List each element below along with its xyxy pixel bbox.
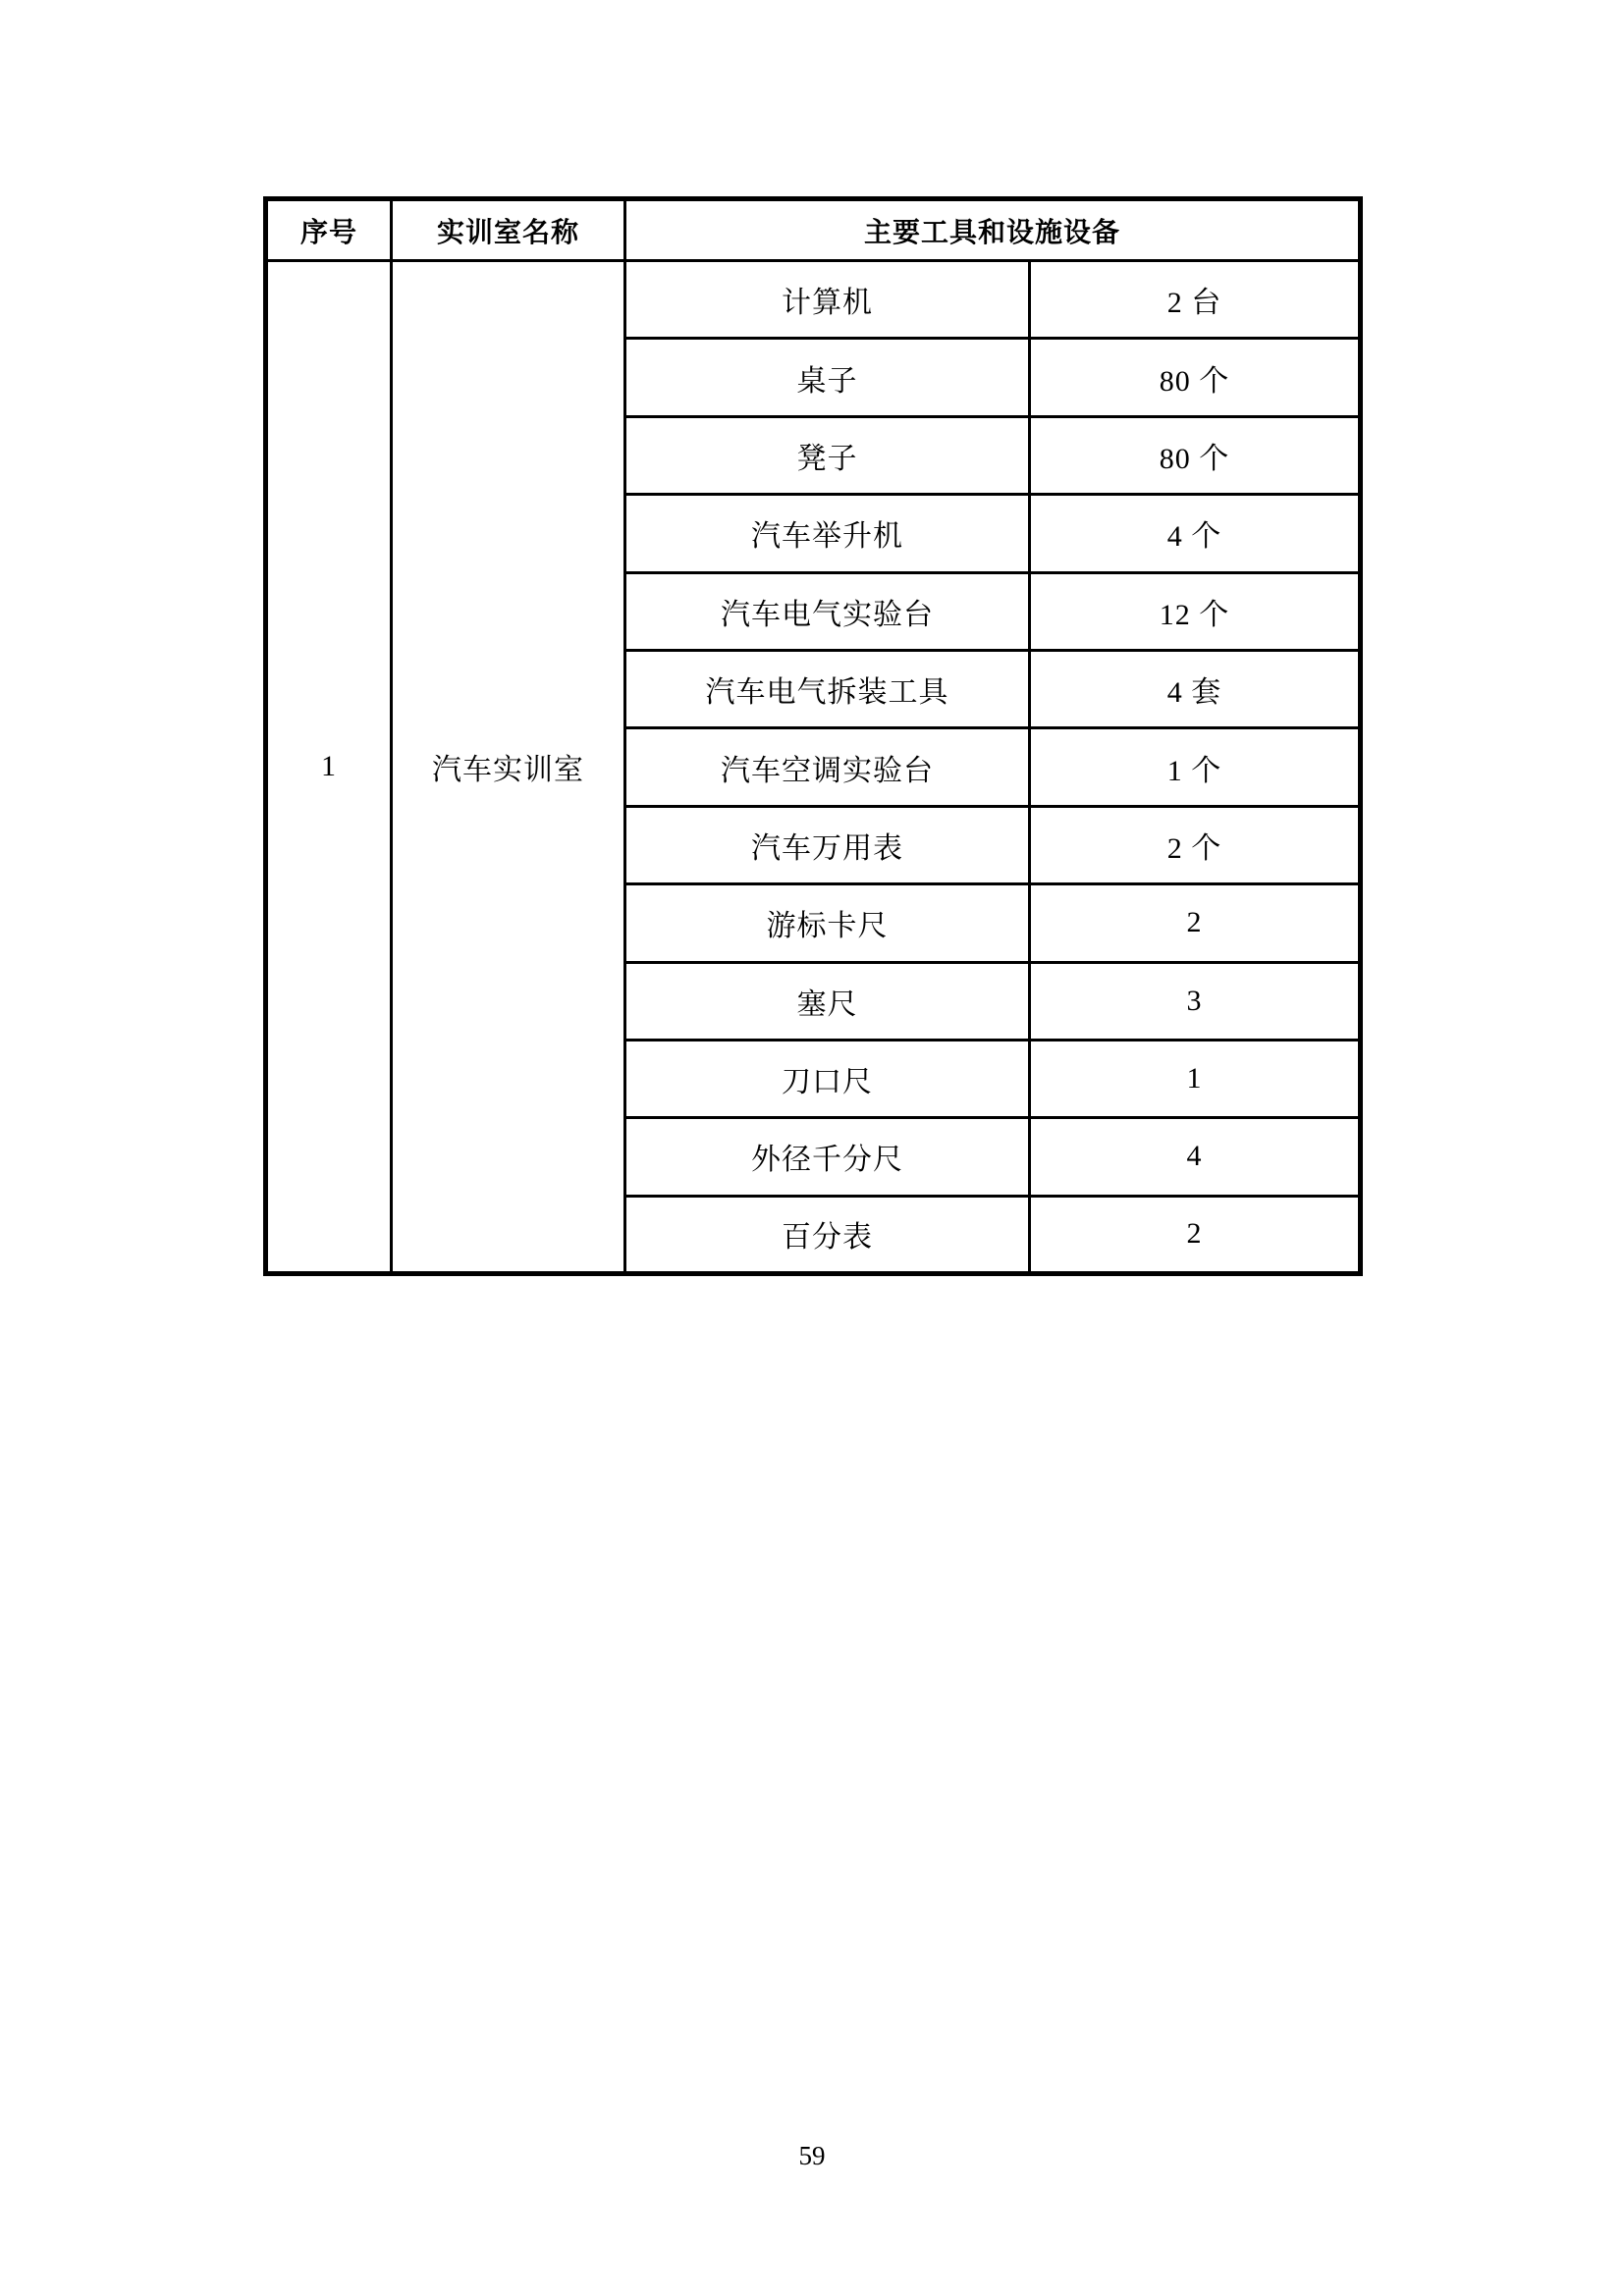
equipment-name-cell: 汽车电气实验台 bbox=[625, 572, 1030, 650]
equipment-name-cell: 凳子 bbox=[625, 416, 1030, 494]
equipment-quantity-cell: 4 个 bbox=[1030, 495, 1361, 572]
equipment-name-cell: 外径千分尺 bbox=[625, 1118, 1030, 1196]
equipment-quantity-cell: 12 个 bbox=[1030, 572, 1361, 650]
equipment-quantity-cell: 80 个 bbox=[1030, 416, 1361, 494]
table-header-row bbox=[266, 199, 1361, 261]
equipment-quantity-cell: 1 bbox=[1030, 1040, 1361, 1117]
equipment-quantity-cell: 80 个 bbox=[1030, 339, 1361, 416]
column-header-room-name: 实训室名称 bbox=[392, 199, 625, 261]
equipment-name-cell: 百分表 bbox=[625, 1196, 1030, 1273]
equipment-quantity-cell: 4 套 bbox=[1030, 650, 1361, 727]
equipment-quantity-cell: 2 台 bbox=[1030, 261, 1361, 339]
equipment-name-cell: 计算机 bbox=[625, 261, 1030, 339]
equipment-table bbox=[263, 196, 1363, 1276]
equipment-name-cell: 汽车万用表 bbox=[625, 806, 1030, 883]
equipment-tbody bbox=[266, 261, 1361, 1274]
equipment-name-cell: 汽车举升机 bbox=[625, 495, 1030, 572]
equipment-name-cell: 汽车空调实验台 bbox=[625, 728, 1030, 806]
equipment-name-cell: 汽车电气拆装工具 bbox=[625, 650, 1030, 727]
equipment-quantity-cell: 2 bbox=[1030, 884, 1361, 962]
equipment-quantity-cell: 1 个 bbox=[1030, 728, 1361, 806]
column-header-serial: 序号 bbox=[266, 199, 392, 261]
equipment-name-cell: 塞尺 bbox=[625, 962, 1030, 1040]
equipment-quantity-cell: 3 bbox=[1030, 962, 1361, 1040]
equipment-row bbox=[266, 261, 1361, 339]
equipment-name-cell: 游标卡尺 bbox=[625, 884, 1030, 962]
equipment-quantity-cell: 2 个 bbox=[1030, 806, 1361, 883]
serial-number-cell: 1 bbox=[266, 261, 392, 1274]
equipment-name-cell: 桌子 bbox=[625, 339, 1030, 416]
equipment-quantity-cell: 4 bbox=[1030, 1118, 1361, 1196]
page-number: 59 bbox=[798, 2141, 826, 2170]
equipment-quantity-cell: 2 bbox=[1030, 1196, 1361, 1273]
room-name-cell: 汽车实训室 bbox=[392, 261, 625, 1274]
equipment-name-cell: 刀口尺 bbox=[625, 1040, 1030, 1117]
column-header-equipment: 主要工具和设施设备 bbox=[625, 199, 1361, 261]
